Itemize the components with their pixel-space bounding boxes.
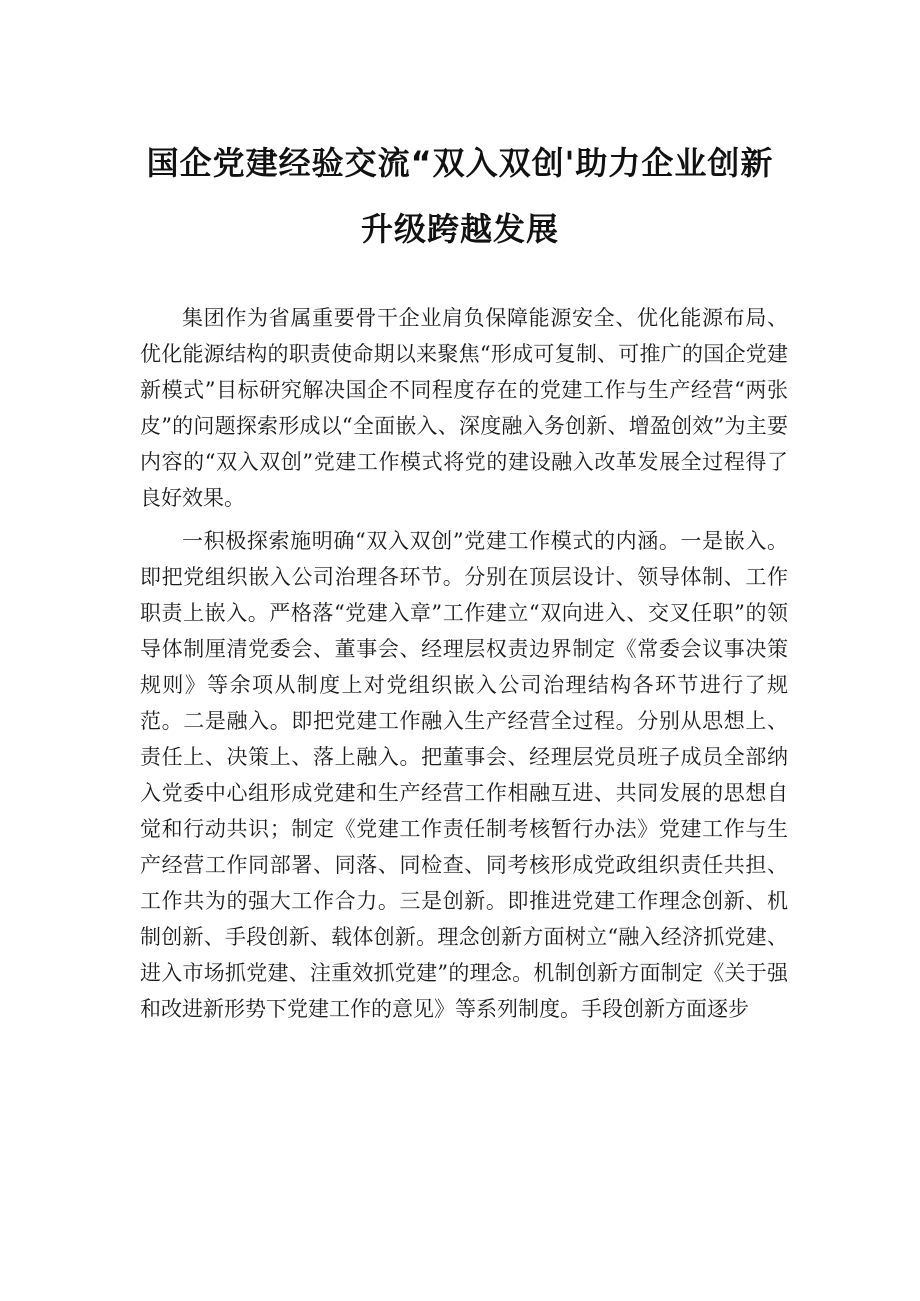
paragraph-2: 一积极探索施明确“双入双创”党建工作模式的内涵。一是嵌入。即把党组织嵌入公司治理各环节。分别在顶层设计、领导体制、工作职责上嵌入。严格落“党建入章”工作建立“双向进入、交叉任职”的领导体制厘清党委会、董事会、经理层权责边界制定《常委会议事决策规则》等余项从制度上对党组织嵌入公司治理结构各环节进行了规范。二是融入。即把党建工作融入生产经营全过程。分别从思想上、责任上、决策上、落上融入。把董事会、经理层党员班子成员全部纳入党委中心组形成党建和生产经营工作相融互进、共同发展的思想自觉和行动共识；制定《党建工作责任制考核暂行办法》党建工作与生产经营工作同部署、同落、同检查、同考核形成党政组织责任共担、工作共为的强大工作合力。三是创新。即推进党建工作理念创新、机制创新、手段创新、载体创新。理念创新方面树立“融入经济抓党建、进入市场抓党建、注重效抓党建”的理念。机制创新方面制定《关于强和改进新形势下党建工作的意见》等系列制度。手段创新方面逐步 xyxy=(140,529,788,1021)
document-title-line-1: 国企党建经验交流“双入双创'助力企业创新 xyxy=(146,144,774,182)
document-body xyxy=(140,300,788,1027)
document-title-line-2: 升级跨越发展 xyxy=(360,210,559,248)
paragraph-1: 集团作为省属重要骨干企业肩负保障能源安全、优化能源布局、优化能源结构的职责使命期以来聚焦“形成可复制、可推广的国企党建新模式”目标研究解决国企不同程度存在的党建工作与生产经营“两张皮”的问题探索形成以“全面嵌入、深度融入务创新、增盈创效”为主要内容的“双入双创”党建工作模式将党的建设融入改革发展全过程得了良好效果。 xyxy=(140,306,788,510)
